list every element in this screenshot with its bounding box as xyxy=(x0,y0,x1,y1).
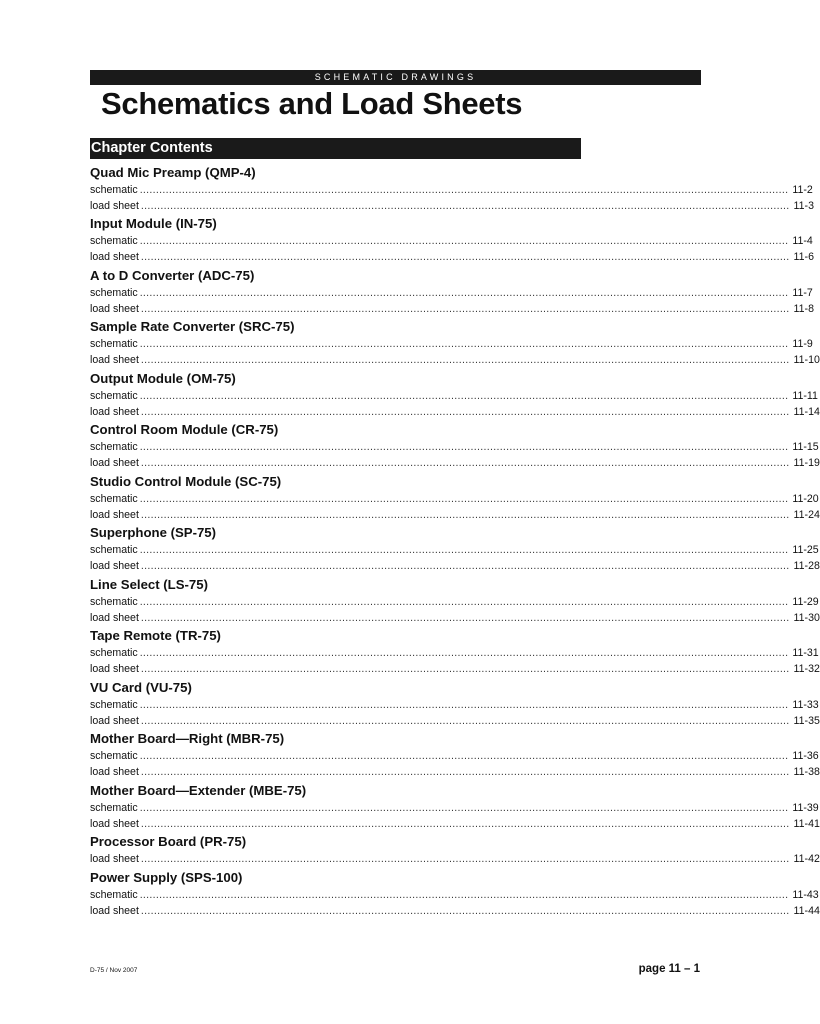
toc-entry[interactable] xyxy=(90,542,819,558)
dot-leader: ........................................................................................................................................................................................................ xyxy=(140,508,790,521)
toc-entry-page: 11-4 xyxy=(792,235,813,247)
toc-entry[interactable] xyxy=(90,558,820,574)
toc-entry-label: schematic xyxy=(90,750,138,762)
dot-leader: ........................................................................................................................................................................................................ xyxy=(139,235,789,247)
toc-entry-page: 11-7 xyxy=(792,286,813,299)
toc-section xyxy=(90,628,820,677)
toc-entry[interactable] xyxy=(90,491,819,507)
toc-entry-page: 11-20 xyxy=(792,492,819,505)
dot-leader: ........................................................................................................................................................................................................ xyxy=(139,441,789,453)
dot-leader: ........................................................................................................................................................................................................ xyxy=(140,199,790,212)
toc-section-title[interactable]: Input Module (IN-75) xyxy=(90,216,217,231)
toc-entry-label: load sheet xyxy=(90,904,139,917)
toc-entry-label: schematic xyxy=(90,183,138,196)
toc-entry-page: 11-43 xyxy=(792,888,819,901)
toc-entry[interactable] xyxy=(90,764,820,780)
toc-entry-label: load sheet xyxy=(90,354,139,366)
toc-entry-page: 11-25 xyxy=(792,544,819,556)
toc-entry-page: 11-35 xyxy=(793,714,820,727)
toc-section-title[interactable]: VU Card (VU-75) xyxy=(90,679,192,695)
dot-leader: ........................................................................................................................................................................................................ xyxy=(139,183,789,196)
dot-leader: ........................................................................................................................................................................................................ xyxy=(139,389,789,402)
toc-entry[interactable] xyxy=(90,233,813,249)
toc-entry-label: schematic xyxy=(90,888,138,901)
toc-entry-page: 11-15 xyxy=(792,441,819,453)
toc-entry-page: 11-33 xyxy=(792,698,819,711)
toc-entry-label: load sheet xyxy=(90,817,139,830)
toc-entry-label: schematic xyxy=(90,492,138,505)
toc-entry[interactable] xyxy=(90,301,814,317)
dot-leader: ........................................................................................................................................................................................................ xyxy=(140,354,790,366)
toc-entry-label: schematic xyxy=(90,286,138,299)
dot-leader: ........................................................................................................................................................................................................ xyxy=(139,698,789,711)
toc-entry[interactable] xyxy=(90,800,819,816)
toc-entry[interactable] xyxy=(90,851,820,867)
toc-entry[interactable] xyxy=(90,661,820,677)
toc-entry-label: load sheet xyxy=(90,199,139,212)
toc-entry-page: 11-30 xyxy=(793,611,820,624)
toc-section-title[interactable]: Line Select (LS-75) xyxy=(90,576,208,592)
dot-leader: ........................................................................................................................................................................................................ xyxy=(139,595,789,608)
dot-leader: ........................................................................................................................................................................................................ xyxy=(140,251,790,263)
section-banner: SCHEMATIC DRAWINGS xyxy=(90,70,701,85)
toc-entry-page: 11-38 xyxy=(793,766,820,778)
toc-entry-page: 11-32 xyxy=(793,663,820,675)
toc-entry-label: load sheet xyxy=(90,508,139,521)
toc-entry[interactable] xyxy=(90,903,820,919)
document-id: D-75 / Nov 2007 xyxy=(90,967,138,974)
toc-entry[interactable] xyxy=(90,594,819,610)
dot-leader: ........................................................................................................................................................................................................ xyxy=(139,888,789,901)
dot-leader: ........................................................................................................................................................................................................ xyxy=(140,817,790,830)
toc-section-title[interactable]: Mother Board—Right (MBR-75) xyxy=(90,731,285,746)
toc-section xyxy=(90,267,814,317)
toc-entry[interactable] xyxy=(90,610,820,626)
toc-entry[interactable] xyxy=(90,816,820,832)
toc-entry-page: 11-44 xyxy=(793,904,820,917)
dot-leader: ........................................................................................................................................................................................................ xyxy=(140,904,790,917)
toc-entry-label: load sheet xyxy=(90,853,139,865)
toc-section xyxy=(90,869,820,919)
toc-section-title[interactable]: A to D Converter (ADC-75) xyxy=(90,267,255,283)
toc-section xyxy=(90,164,814,214)
dot-leader: ........................................................................................................................................................................................................ xyxy=(139,647,789,659)
dot-leader: ........................................................................................................................................................................................................ xyxy=(140,302,790,315)
toc-entry-label: schematic xyxy=(90,698,138,711)
toc-entry-label: load sheet xyxy=(90,663,139,675)
toc-entry[interactable] xyxy=(90,352,820,368)
toc-entry[interactable] xyxy=(90,388,818,404)
dot-leader: ........................................................................................................................................................................................................ xyxy=(140,766,790,778)
toc-entry-page: 11-2 xyxy=(792,183,813,196)
toc-entry[interactable] xyxy=(90,507,820,523)
toc-entry-label: load sheet xyxy=(90,251,139,263)
toc-entry[interactable] xyxy=(90,748,819,764)
toc-entry-label: schematic xyxy=(90,441,138,453)
toc-section xyxy=(90,216,814,265)
toc-section xyxy=(90,782,820,832)
toc-entry-label: schematic xyxy=(90,647,138,659)
toc-entry[interactable] xyxy=(90,249,814,265)
toc-section xyxy=(90,473,820,523)
toc-entry-page: 11-29 xyxy=(792,595,819,608)
toc-entry[interactable] xyxy=(90,182,813,198)
toc-section-title[interactable]: Superphone (SP-75) xyxy=(90,525,217,540)
table-of-contents xyxy=(90,162,820,919)
toc-section-title[interactable]: Output Module (OM-75) xyxy=(90,370,236,386)
toc-entry-page: 11-28 xyxy=(793,560,820,572)
toc-entry[interactable] xyxy=(90,645,819,661)
toc-entry[interactable] xyxy=(90,697,819,713)
dot-leader: ........................................................................................................................................................................................................ xyxy=(139,801,789,814)
toc-entry-label: load sheet xyxy=(90,405,139,418)
toc-entry-page: 11-9 xyxy=(792,338,813,350)
toc-section-title[interactable]: Sample Rate Converter (SRC-75) xyxy=(90,319,295,334)
toc-entry-page: 11-3 xyxy=(793,199,814,212)
dot-leader: ........................................................................................................................................................................................................ xyxy=(139,492,789,505)
toc-entry-page: 11-36 xyxy=(792,750,819,762)
toc-entry-label: load sheet xyxy=(90,302,139,315)
toc-entry-label: schematic xyxy=(90,595,138,608)
toc-section xyxy=(90,679,820,729)
toc-entry-page: 11-42 xyxy=(793,853,820,865)
toc-entry-page: 11-39 xyxy=(792,801,819,814)
toc-section-title[interactable]: Quad Mic Preamp (QMP-4) xyxy=(90,164,256,180)
dot-leader: ........................................................................................................................................................................................................ xyxy=(140,663,790,675)
toc-entry-label: schematic xyxy=(90,544,138,556)
toc-entry[interactable] xyxy=(90,285,813,301)
toc-entry-page: 11-11 xyxy=(792,389,818,402)
toc-entry-label: schematic xyxy=(90,389,138,402)
dot-leader: ........................................................................................................................................................................................................ xyxy=(140,611,790,624)
toc-entry[interactable] xyxy=(90,198,814,214)
toc-entry[interactable] xyxy=(90,713,820,729)
toc-entry-page: 11-41 xyxy=(793,817,820,830)
dot-leader: ........................................................................................................................................................................................................ xyxy=(139,338,789,350)
toc-entry[interactable] xyxy=(90,336,813,352)
page-title: Schematics and Load Sheets xyxy=(101,86,523,121)
toc-section xyxy=(90,834,820,867)
toc-entry-page: 11-10 xyxy=(793,354,820,366)
toc-entry-page: 11-19 xyxy=(793,457,820,469)
toc-section-title[interactable]: Studio Control Module (SC-75) xyxy=(90,473,282,489)
toc-entry-page: 11-6 xyxy=(793,251,814,263)
dot-leader: ........................................................................................................................................................................................................ xyxy=(139,750,789,762)
toc-entry[interactable] xyxy=(90,439,819,455)
toc-section-title[interactable]: Control Room Module (CR-75) xyxy=(90,422,279,437)
dot-leader: ........................................................................................................................................................................................................ xyxy=(139,544,789,556)
toc-section xyxy=(90,525,820,574)
toc-section-title[interactable]: Power Supply (SPS-100) xyxy=(90,869,243,885)
toc-entry-label: schematic xyxy=(90,235,138,247)
toc-section xyxy=(90,370,820,420)
toc-entry-label: load sheet xyxy=(90,457,139,469)
toc-entry-label: load sheet xyxy=(90,560,139,572)
toc-section-title[interactable]: Mother Board—Extender (MBE-75) xyxy=(90,782,307,798)
dot-leader: ........................................................................................................................................................................................................ xyxy=(140,560,790,572)
toc-entry[interactable] xyxy=(90,404,820,420)
dot-leader: ........................................................................................................................................................................................................ xyxy=(140,457,790,469)
dot-leader: ........................................................................................................................................................................................................ xyxy=(140,405,790,418)
dot-leader: ........................................................................................................................................................................................................ xyxy=(139,286,789,299)
toc-section-title[interactable]: Processor Board (PR-75) xyxy=(90,834,247,849)
toc-entry-label: schematic xyxy=(90,338,138,350)
toc-entry-page: 11-31 xyxy=(792,647,819,659)
toc-entry-label: load sheet xyxy=(90,714,139,727)
toc-entry-page: 11-8 xyxy=(793,302,814,315)
toc-entry-label: load sheet xyxy=(90,611,139,624)
toc-section-title[interactable]: Tape Remote (TR-75) xyxy=(90,628,221,643)
toc-section xyxy=(90,731,820,780)
toc-entry-label: load sheet xyxy=(90,766,139,778)
toc-section xyxy=(90,576,820,626)
toc-entry[interactable] xyxy=(90,887,819,903)
toc-entry-page: 11-14 xyxy=(793,405,820,418)
dot-leader: ........................................................................................................................................................................................................ xyxy=(140,853,790,865)
toc-entry-label: schematic xyxy=(90,801,138,814)
page-number: page 11 – 1 xyxy=(638,963,700,975)
toc-section xyxy=(90,422,820,471)
chapter-contents-heading: Chapter Contents xyxy=(90,138,581,159)
toc-section xyxy=(90,319,820,368)
dot-leader: ........................................................................................................................................................................................................ xyxy=(140,714,790,727)
toc-entry[interactable] xyxy=(90,455,820,471)
toc-entry-page: 11-24 xyxy=(793,508,820,521)
